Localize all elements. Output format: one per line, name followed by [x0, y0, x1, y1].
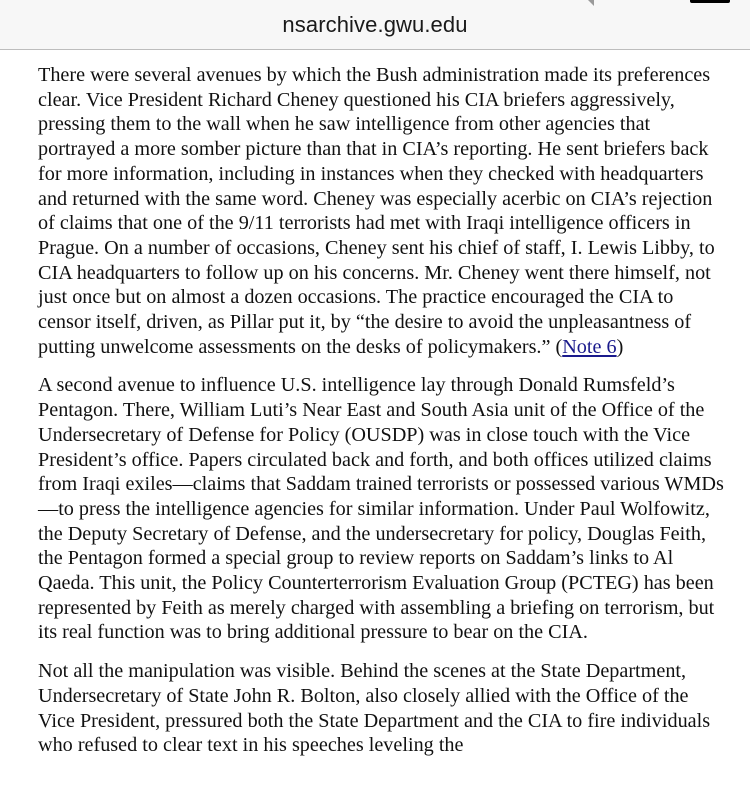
battery-icon: [690, 0, 730, 3]
paragraph-1: [38, 63, 728, 359]
url-display[interactable]: nsarchive.gwu.edu: [282, 12, 468, 37]
browser-address-bar[interactable]: [0, 0, 750, 50]
paragraph-3: Not all the manipulation was visible. Behind the scenes at the State Department, Undersecretary of State John R. Bolton, also closely allied with the Office of the Vice President, pressured both the State Department and the CIA to fire individuals who refused to clear text in his speeches leveling the: [38, 660, 711, 757]
article-body: [38, 63, 728, 772]
note-6-link[interactable]: Note 6: [562, 335, 617, 358]
paragraph-1-close-paren: ): [616, 335, 624, 358]
paragraph-1-text: There were several avenues by which the Bush administration made its preferences clear. Vice President Richard Cheney questioned his CIA briefers aggressively, pressing them to the wall when he saw intelligence from other agencies that portrayed a more somber picture than that in CIA’s reporting. He sent briefers back for more information, including in instances when they checked with headquarters and returned with the same word. Cheney was especially acerbic on CIA’s rejection of claims that one of the 9/11 terrorists had met with Iraqi intelligence officers in Prague. On a number of occasions, Cheney sent his chief of staff, I. Lewis Libby, to CIA headquarters to follow up on his concerns. Mr. Cheney went there himself, not just once but on almost a dozen occasions. The practice encouraged the CIA to censor itself, driven, as Pillar put it, by “the desire to avoid the unpleasantness of putting unwelcome assessments on the desks of policymakers.” (: [38, 64, 715, 358]
paragraph-2: A second avenue to influence U.S. intelligence lay through Donald Rumsfeld’s Pentagon. There, William Luti’s Near East and South Asia unit of the Office of the Undersecretary of Defense for Policy (OUSDP) was in close touch with the Vice President’s office. Papers circulated back and forth, and both offices utilized claims from Iraqi exiles—claims that Saddam trained terrorists or possessed various WMDs—to press the intelligence agencies for similar information. Under Paul Wolfowitz, the Deputy Secretary of Defense, and the undersecretary for policy, Douglas Feith, the Pentagon formed a special group to review reports on Saddam’s links to Al Qaeda. This unit, the Policy Counterterrorism Evaluation Group (PCTEG) has been represented by Feith as merely charged with assembling a briefing on terrorism, but its real function was to bring additional pressure to bear on the CIA.: [38, 374, 724, 644]
signal-icon: [588, 0, 594, 6]
